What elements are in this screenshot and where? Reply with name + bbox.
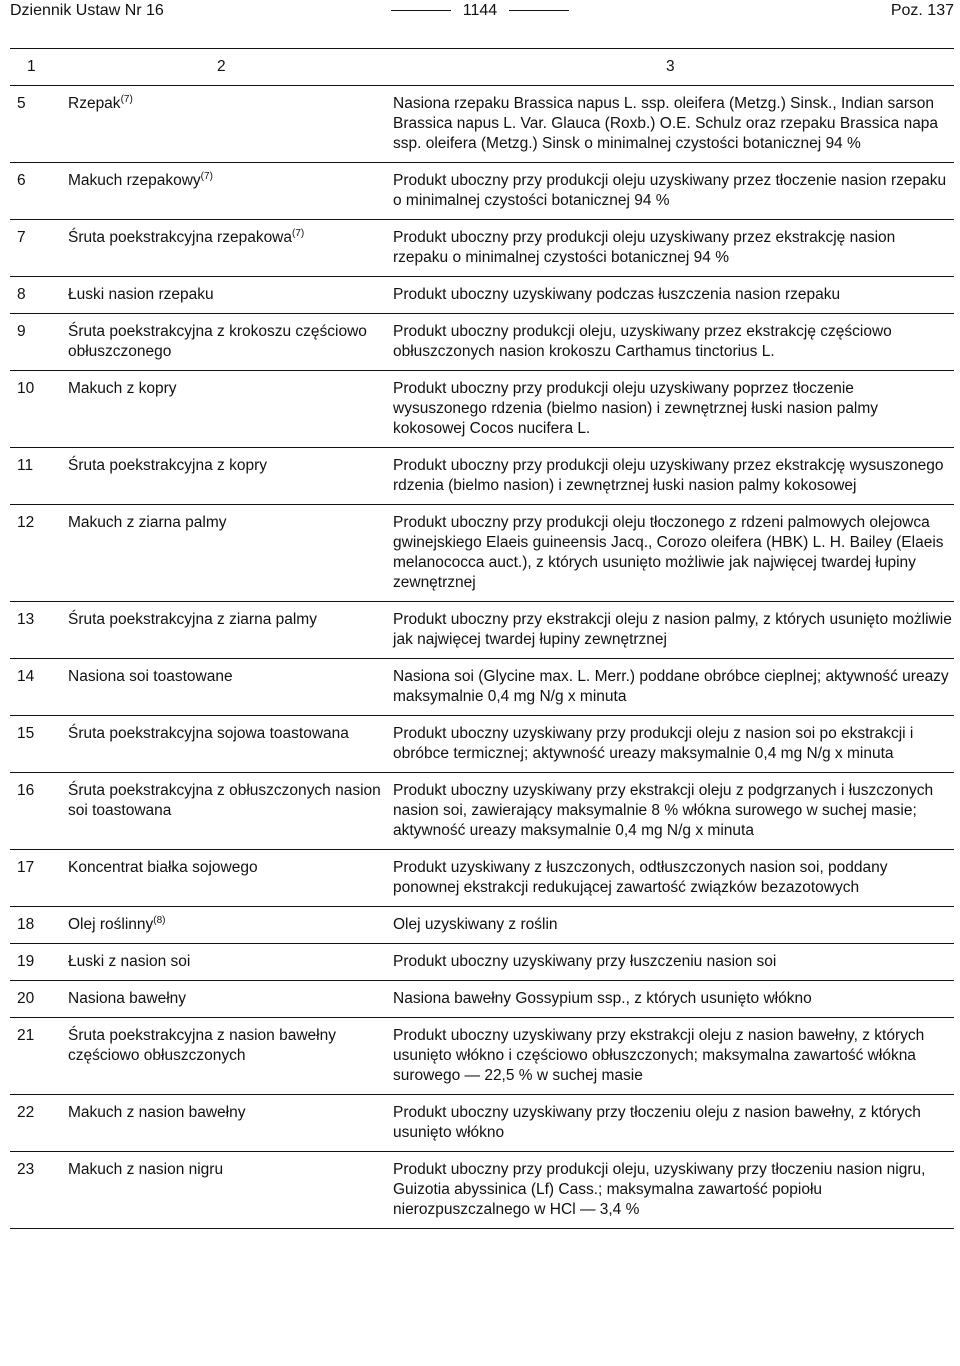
- footnote-ref: (7): [120, 94, 133, 105]
- table-row: [10, 505, 954, 602]
- material-description: Produkt uboczny uzyskiwany przy produkcji oleju z nasion soi po ekstrakcji i obróbce termicznej; aktywność ureazy maksymalnie 0,4 mg N/g x minuta: [393, 725, 914, 762]
- page-number-block: [0, 1, 960, 21]
- table-row: [10, 1095, 954, 1152]
- table-body: [10, 86, 954, 1229]
- page-dash-right: [509, 10, 569, 11]
- material-description: Produkt uboczny uzyskiwany przy ekstrakcji oleju z nasion bawełny, z których usunięto włókno i częściowo obłuszczonych; maksymalna zawartość włókna surowego — 22,5 % w suchej masie: [393, 1027, 925, 1084]
- page-number: 1144: [462, 2, 498, 19]
- material-description: Nasiona soi (Glycine max. L. Merr.) poddane obróbce cieplnej; aktywność ureazy maksymalnie 0,4 mg N/g x minuta: [393, 668, 949, 705]
- table-row: [10, 314, 954, 371]
- material-description: Produkt uboczny produkcji oleju, uzyskiwany przez ekstrakcję częściowo obłuszczonych nasion krokoszu Carthamus tinctorius L.: [393, 323, 892, 360]
- material-name: Olej roślinny: [68, 916, 154, 933]
- material-description: Produkt uboczny przy produkcji oleju uzyskiwany przez ekstrakcję wysuszonego rdzenia (bielmo nasion) i zewnętrznej łuski nasion palmy kokosowej: [393, 457, 944, 494]
- row-number: 18: [17, 916, 35, 933]
- row-number: 8: [17, 286, 26, 303]
- material-name: Śruta poekstrakcyjna z obłuszczonych nasion soi toastowana: [68, 782, 381, 819]
- material-name: Łuski z nasion soi: [68, 953, 191, 970]
- row-number: 17: [17, 859, 35, 876]
- material-name-cell: [68, 322, 393, 362]
- material-description: Olej uzyskiwany z roślin: [393, 916, 558, 933]
- material-name-cell: [68, 915, 393, 935]
- table-row: [10, 716, 954, 773]
- material-name: Makuch z kopry: [68, 380, 177, 397]
- table-row: [10, 773, 954, 850]
- row-number: 22: [17, 1104, 35, 1121]
- feed-materials-table: [10, 48, 954, 1229]
- material-name-cell: [68, 379, 393, 439]
- row-number: 13: [17, 611, 35, 628]
- row-number: 19: [17, 953, 35, 970]
- material-name: Śruta poekstrakcyjna z krokoszu częściowo obłuszczonego: [68, 323, 367, 360]
- material-name-cell: [68, 171, 393, 211]
- column-header-row: [10, 49, 954, 86]
- row-number: 5: [17, 95, 26, 112]
- material-name: Śruta poekstrakcyjna z nasion bawełny częściowo obłuszczonych: [68, 1027, 336, 1064]
- table-row: [10, 220, 954, 277]
- table-row: [10, 907, 954, 944]
- journal-title: Dziennik Ustaw Nr 16: [10, 2, 164, 19]
- column-header-3: 3: [666, 58, 675, 75]
- material-name-cell: [68, 781, 393, 841]
- material-name-cell: [68, 228, 393, 268]
- material-name-cell: [68, 1160, 393, 1220]
- material-description: Produkt uboczny przy produkcji oleju tłoczonego z rdzeni palmowych olejowca gwinejskiego Elaeis guineensis Jacq., Corozo oleifera (HBK) L. H. Bailey (Elaeis melanococca auct.), z których usunięto możliwie jak najwięcej twardej łupiny zewnętrznej: [393, 514, 944, 591]
- material-name-cell: [68, 94, 393, 154]
- table-row: [10, 659, 954, 716]
- column-header-2: 2: [217, 58, 226, 75]
- table-row: [10, 371, 954, 448]
- material-name: Śruta poekstrakcyjna z kopry: [68, 457, 268, 474]
- table-row: [10, 86, 954, 163]
- material-name-cell: [68, 456, 393, 496]
- row-number: 12: [17, 514, 35, 531]
- table-row: [10, 944, 954, 981]
- row-number: 9: [17, 323, 26, 340]
- material-name-cell: [68, 667, 393, 707]
- material-name-cell: [68, 285, 393, 305]
- page-header: [0, 0, 960, 30]
- table-row: [10, 981, 954, 1018]
- row-number: 15: [17, 725, 35, 742]
- material-name: Nasiona soi toastowane: [68, 668, 233, 685]
- material-name: Makuch z nasion nigru: [68, 1161, 224, 1178]
- table-row: [10, 277, 954, 314]
- page-dash-left: [391, 10, 451, 11]
- material-description: Produkt uboczny przy ekstrakcji oleju z nasion palmy, z których usunięto możliwie jak najwięcej twardej łupiny zewnętrznej: [393, 611, 952, 648]
- position-number: Poz. 137: [890, 2, 954, 19]
- material-name-cell: [68, 989, 393, 1009]
- material-name: Śruta poekstrakcyjna rzepakowa: [68, 229, 293, 246]
- material-description: Nasiona rzepaku Brassica napus L. ssp. oleifera (Metzg.) Sinsk., Indian sarson Brassica napus L. Var. Glauca (Roxb.) O.E. Schulz oraz rzepaku Brassica napa ssp. oleifera (Metzg.) Sinsk o minimalnej czystości botanicznej 94 %: [393, 95, 939, 152]
- row-number: 14: [17, 668, 35, 685]
- material-name-cell: [68, 513, 393, 593]
- material-name: Nasiona bawełny: [68, 990, 187, 1007]
- row-number: 7: [17, 229, 26, 246]
- row-number: 10: [17, 380, 35, 397]
- table-row: [10, 1018, 954, 1095]
- material-name: Łuski nasion rzepaku: [68, 286, 214, 303]
- row-number: 23: [17, 1161, 35, 1178]
- material-name: Makuch rzepakowy: [68, 172, 201, 189]
- material-name-cell: [68, 724, 393, 764]
- material-name: Koncentrat białka sojowego: [68, 859, 258, 876]
- material-name-cell: [68, 610, 393, 650]
- material-name: Śruta poekstrakcyjna z ziarna palmy: [68, 611, 317, 628]
- row-number: 20: [17, 990, 35, 1007]
- material-description: Produkt uboczny przy produkcji oleju uzyskiwany przez ekstrakcję nasion rzepaku o minimalnej czystości botanicznej 94 %: [393, 229, 896, 266]
- table-row: [10, 448, 954, 505]
- row-number: 11: [17, 457, 34, 474]
- material-description: Produkt uboczny uzyskiwany przy łuszczeniu nasion soi: [393, 953, 777, 970]
- material-description: Produkt uboczny uzyskiwany przy ekstrakcji oleju z podgrzanych i łuszczonych nasion soi, zawierający maksymalnie 8 % włókna surowego w suchej masie; aktywność ureazy maksymalnie 0,4 mg N/g x minuta: [393, 782, 934, 839]
- row-number: 21: [17, 1027, 35, 1044]
- row-number: 16: [17, 782, 35, 799]
- material-name: Śruta poekstrakcyjna sojowa toastowana: [68, 725, 349, 742]
- material-name: Rzepak: [68, 95, 121, 112]
- material-name: Makuch z ziarna palmy: [68, 514, 227, 531]
- material-description: Produkt uboczny uzyskiwany przy tłoczeniu oleju z nasion bawełny, z których usunięto włókno: [393, 1104, 921, 1141]
- material-name-cell: [68, 858, 393, 898]
- table-row: [10, 602, 954, 659]
- table-row: [10, 850, 954, 907]
- table-row: [10, 1152, 954, 1229]
- material-name-cell: [68, 952, 393, 972]
- footnote-ref: (7): [200, 171, 213, 182]
- footnote-ref: (8): [153, 915, 166, 926]
- material-name-cell: [68, 1026, 393, 1086]
- material-description: Produkt uboczny przy produkcji oleju uzyskiwany poprzez tłoczenie wysuszonego rdzenia (bielmo nasion) i zewnętrznej łuski nasion palmy kokosowej Cocos nucifera L.: [393, 380, 879, 437]
- row-number: 6: [17, 172, 26, 189]
- column-header-1: 1: [27, 58, 36, 75]
- material-description: Produkt uboczny przy produkcji oleju uzyskiwany przez tłoczenie nasion rzepaku o minimalnej czystości botanicznej 94 %: [393, 172, 947, 209]
- material-description: Produkt uboczny uzyskiwany podczas łuszczenia nasion rzepaku: [393, 286, 841, 303]
- material-description: Nasiona bawełny Gossypium ssp., z których usunięto włókno: [393, 990, 812, 1007]
- material-description: Produkt uzyskiwany z łuszczonych, odtłuszczonych nasion soi, poddany ponownej ekstrakcji redukującej zawartość związków bezazotowych: [393, 859, 888, 896]
- material-name-cell: [68, 1103, 393, 1143]
- footnote-ref: (7): [292, 228, 305, 239]
- material-description: Produkt uboczny przy produkcji oleju, uzyskiwany przy tłoczeniu nasion nigru, Guizotia abyssinica (Lf) Cass.; maksymalna zawartość popiołu nierozpuszczalnego w HCl — 3,4 %: [393, 1161, 926, 1218]
- material-name: Makuch z nasion bawełny: [68, 1104, 246, 1121]
- table-row: [10, 163, 954, 220]
